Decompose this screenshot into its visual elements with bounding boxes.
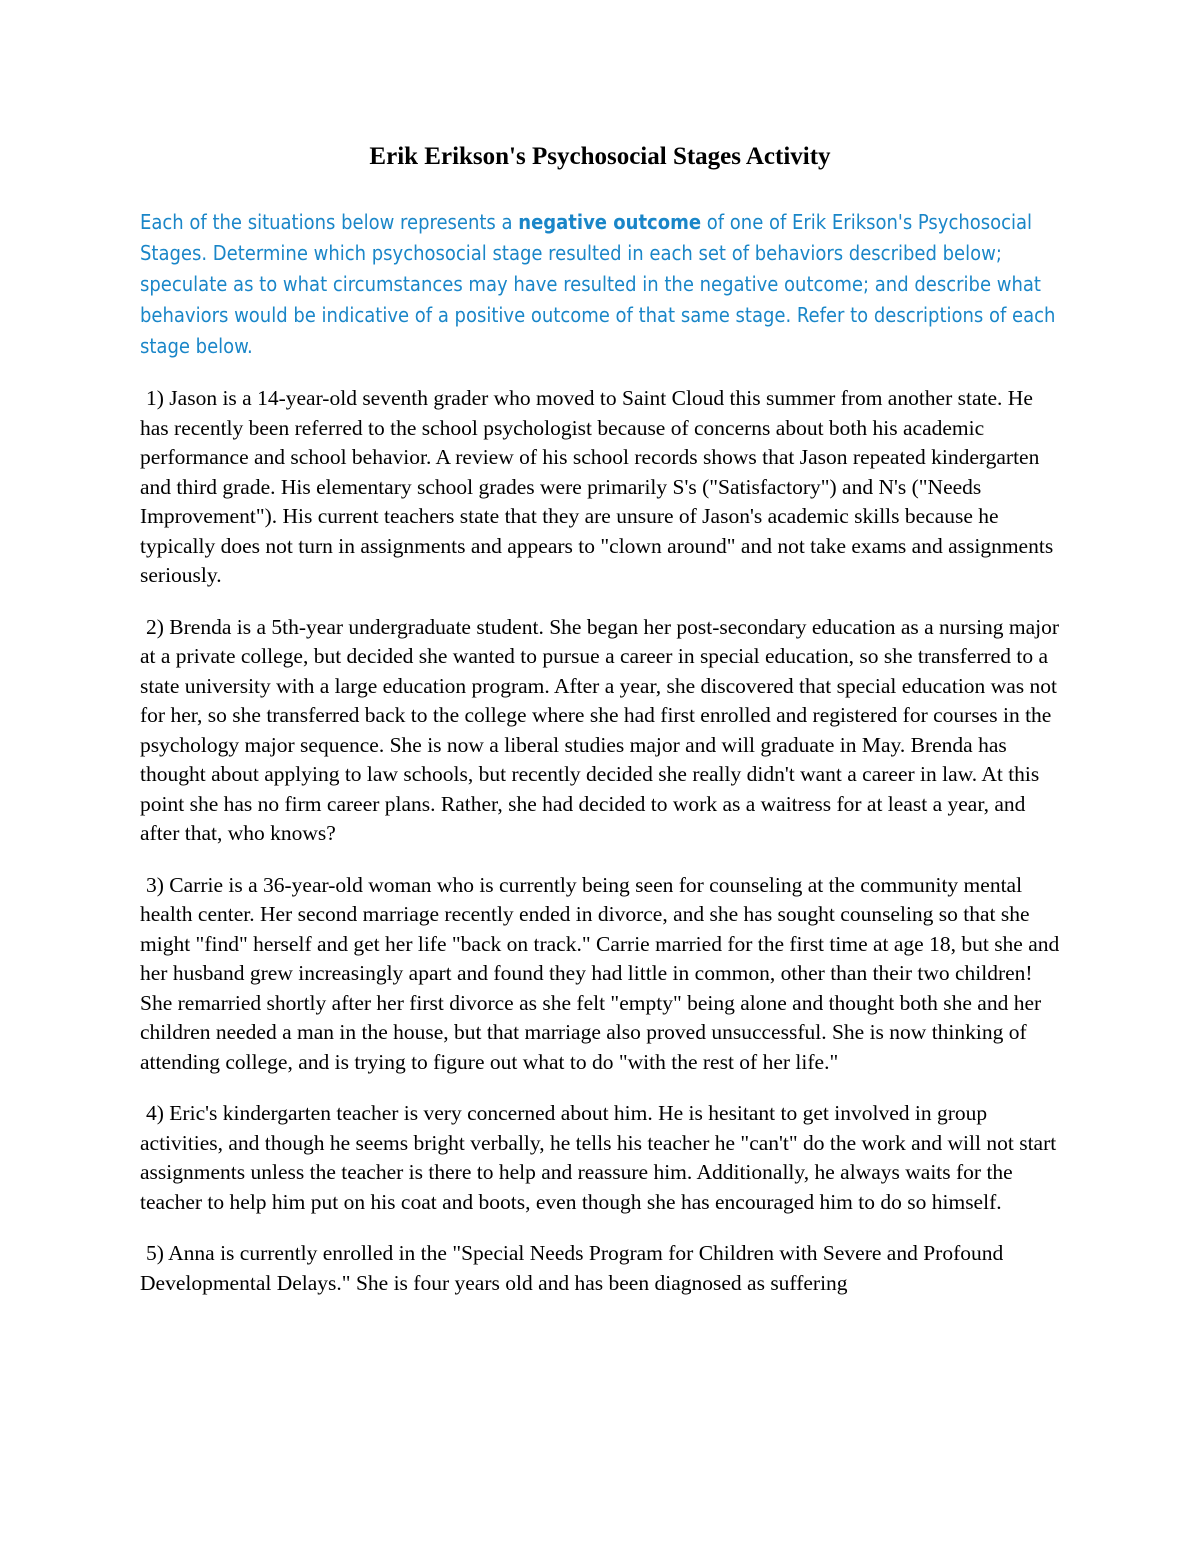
situation-number: 5) — [146, 1241, 164, 1265]
situation-text: Anna is currently enrolled in the "Special Needs Program for Children with Severe and Profound Developmental Delays." She is four years old and has been diagnosed as suffering — [140, 1241, 1004, 1295]
situation-text: Jason is a 14-year-old seventh grader who moved to Saint Cloud this summer from another state. He has recently been referred to the school psychologist because of concerns about both his academic performance and school behavior. A review of his school records shows that Jason repeated kindergarten and third grade. His elementary school grades were primarily S's ("Satisfactory") and N's ("Needs Improvement"). His current teachers state that they are unsure of Jason's academic skills because he typically does not turn in assignments and appears to "clown around" and not take exams and assignments seriously. — [140, 386, 1054, 587]
document-title: Erik Erikson's Psychosocial Stages Activity — [369, 143, 831, 170]
situation-number: 2) — [146, 614, 164, 639]
instructions-emphasis: negative outcome — [518, 210, 702, 234]
situation-2 — [140, 613, 1065, 849]
situation-4 — [140, 1099, 1065, 1217]
instructions-text-end: of one of Erik Erikson's Psychosocial Stages. Determine which psychosocial stage resulted in each set of behaviors described below; speculate as to what circumstances may have resulted in the negative outcome; and describe what behaviors would be indicative of a positive outcome of that same stage. Refer to descriptions of each stage below. — [140, 210, 1056, 358]
situation-5 — [140, 1239, 1065, 1298]
situation-text: Carrie is a 36-year-old woman who is currently being seen for counseling at the community mental health center. Her second marriage recently ended in divorce, and she has sought counseling so that she might "find" herself and get her life "back on track." Carrie married for the first time at age 18, but she and her husband grew increasingly apart and found they had little in common, other than their two children! She remarried shortly after her first divorce as she felt "empty" being alone and thought both she and her children needed a man in the house, but that marriage also proved unsuccessful. She is now thinking of attending college, and is trying to figure out what to do "with the rest of her life." — [140, 872, 1060, 1074]
situation-number: 3) — [146, 872, 164, 897]
situation-1 — [140, 384, 1065, 591]
situation-number: 4) — [146, 1101, 164, 1125]
instructions-paragraph — [140, 207, 1065, 362]
situation-number: 1) — [146, 386, 164, 410]
instructions-text-start: Each of the situations below represents a — [140, 210, 519, 234]
document-body — [140, 207, 1065, 1320]
situation-3 — [140, 871, 1065, 1078]
situation-text: Brenda is a 5th-year undergraduate student. She began her post-secondary education as a nursing major at a private college, but decided she wanted to pursue a career in special education, so she transferred to a state university with a large education program. After a year, she discovered that special education was not for her, so she transferred back to the college where she had first enrolled and registered for courses in the psychology major sequence. She is now a liberal studies major and will graduate in May. Brenda has thought about applying to law schools, but recently decided she really didn't want a career in law. At this point she has no firm career plans. Rather, she had decided to work as a waitress for at least a year, and after that, who knows? — [140, 614, 1060, 845]
situation-text: Eric's kindergarten teacher is very concerned about him. He is hesitant to get involved in group activities, and though he seems bright verbally, he tells his teacher he "can't" do the work and will not start assignments unless the teacher is there to help and reassure him. Additionally, he always waits for the teacher to help him put on his coat and boots, even though she has encouraged him to do so himself. — [140, 1101, 1057, 1214]
